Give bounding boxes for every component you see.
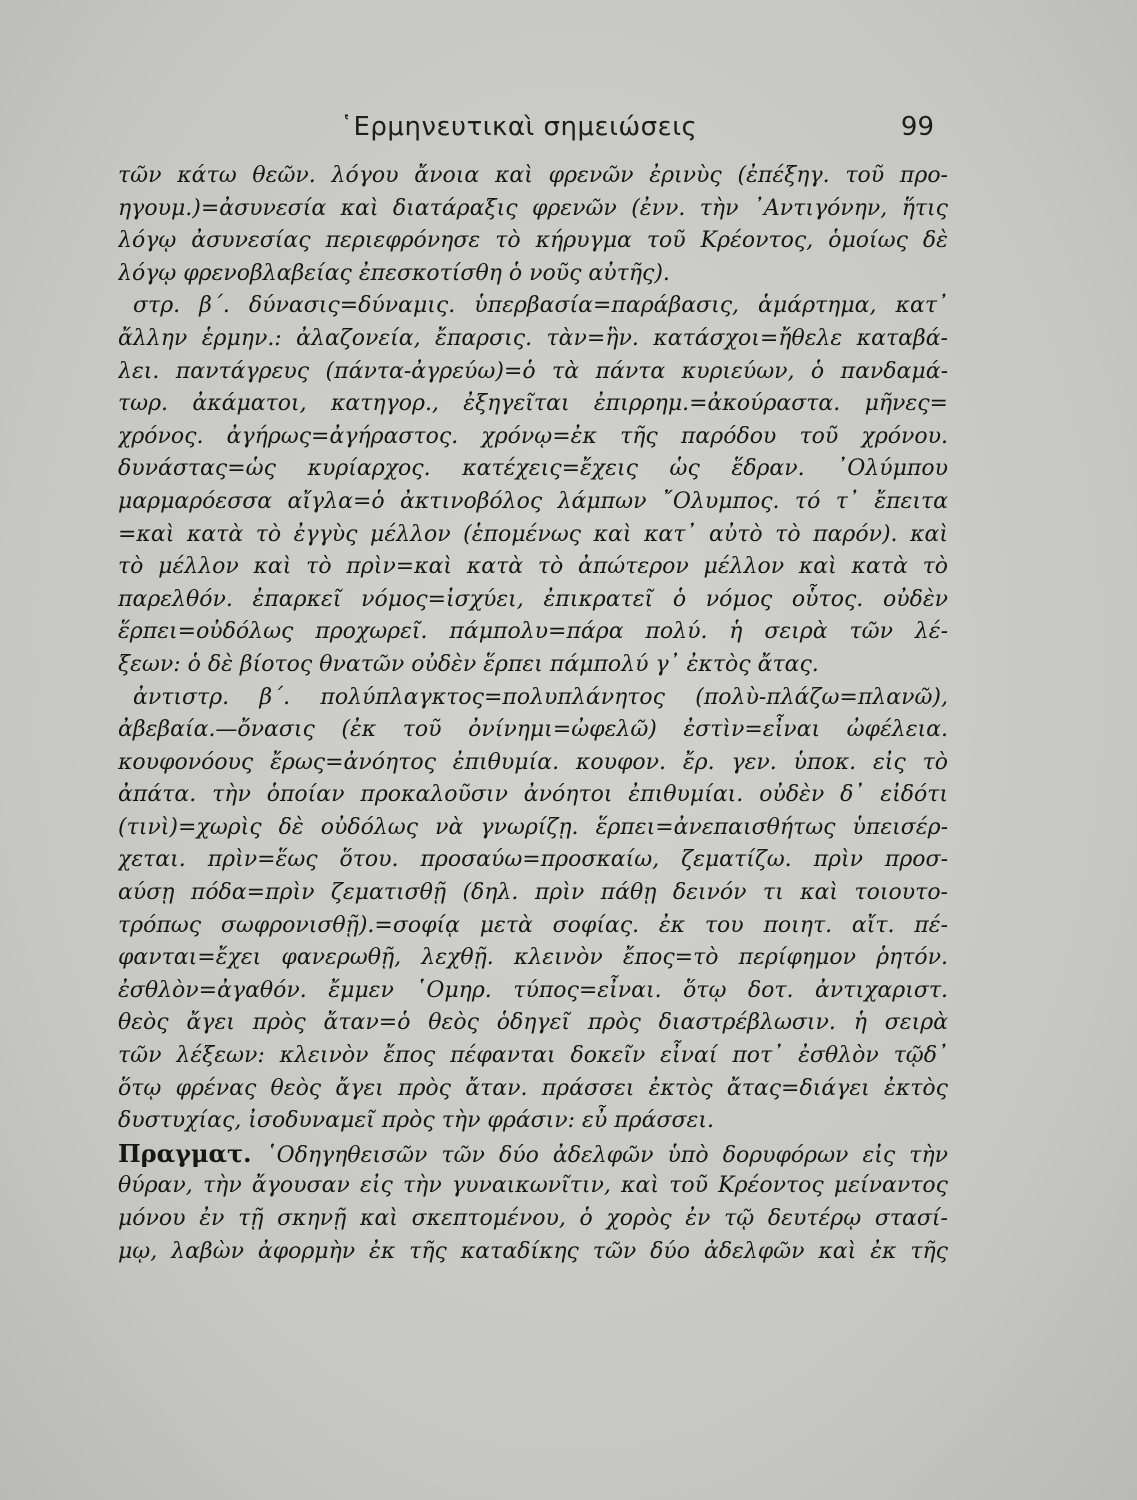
text-line: φανται=ἔχει φανερωθῇ, λεχθῇ. κλεινὸν ἔπος=τὸ περίφημον ῥητόν. [118, 945, 948, 971]
text-line: τωρ. ἀκάματοι, κατηγορ., ἐξηγεῖται ἐπιρρημ.=ἀκούραστα. μῆνες= [118, 391, 948, 417]
text-line: ἄλλην ἑρμην.: ἀλαζονεία, ἔπαρσις. τὰν=ἣν. κατάσχοι=ἤθελε καταβά- [118, 325, 948, 351]
text-line: αύσῃ πόδα=πρὶν ζεματισθῇ (δηλ. πρὶν πάθῃ δεινόν τι καὶ τοιουτο- [118, 880, 948, 906]
text-line: λει. παντάγρευς (πάντα-ἀγρεύω)=ὁ τὰ πάντα κυριεύων, ὁ πανδαμά- [118, 358, 948, 384]
text-line: θεὸς ἄγει πρὸς ἄταν=ὁ θεὸς ὁδηγεῖ πρὸς διαστρέβλωσιν. ἡ σειρὰ [118, 1010, 948, 1036]
text-line: λόγῳ ἀσυνεσίας περιεφρόνησε τὸ κήρυγμα τοῦ Κρέοντος, ὁμοίως δὲ [118, 228, 948, 254]
text-line: (τινὶ)=χωρὶς δὲ οὐδόλως νὰ γνωρίζῃ. ἕρπει=ἀνεπαισθήτως ὑπεισέρ- [118, 814, 948, 840]
text-line: =καὶ κατὰ τὸ ἐγγὺς μέλλον (ἑπομένως καὶ κατ᾿ αὐτὸ τὸ παρόν). καὶ [118, 521, 948, 547]
text-line: ῾Οδηγηθεισῶν τῶν δύο ἀδελφῶν ὑπὸ δορυφόρων εἰς τὴν [265, 1142, 948, 1168]
text-line: μῳ, λαβὼν ἀφορμὴν ἐκ τῆς καταδίκης τῶν δύο ἀδελφῶν καὶ ἐκ τῆς [118, 1238, 948, 1264]
text-line: μαρμαρόεσσα αἴγλα=ὁ ἀκτινοβόλος λάμπων ῎Ολυμπος. τό τ᾿ ἔπειτα [118, 488, 948, 514]
text-line: χρόνος. ἀγήρως=ἀγήραστος. χρόνῳ=ἐκ τῆς παρόδου τοῦ χρόνου. [118, 423, 948, 449]
section-first-line [118, 1138, 948, 1171]
text-line: ὅτῳ φρένας θεὸς ἄγει πρὸς ἄταν. πράσσει ἐκτὸς ἄτας=διάγει ἐκτὸς [118, 1075, 948, 1101]
text-line: τῶν λέξεων: κλεινὸν ἔπος πέφανται δοκεῖν εἶναί ποτ᾿ ἐσθλὸν τῷδ᾿ [118, 1043, 948, 1069]
text-line: στρ. β΄. δύνασις=δύναμις. ὑπερβασία=παράβασις, ἁμάρτημα, κατ᾿ [133, 293, 948, 319]
text-line: μόνου ἐν τῇ σκηνῇ καὶ σκεπτομένου, ὁ χορὸς ἐν τῷ δευτέρῳ στασί- [118, 1206, 948, 1231]
text-line: ἐσθλὸν=ἀγαθόν. ἔμμεν ῾Ομηρ. τύπος=εἶναι. ὅτῳ δοτ. ἀντιχαριστ. [118, 977, 948, 1003]
text-line: παρελθόν. ἐπαρκεῖ νόμος=ἰσχύει, ἐπικρατεῖ ὁ νόμος οὗτος. οὐδὲν [118, 586, 948, 612]
text-line: τὸ μέλλον καὶ τὸ πρὶν=καὶ κατὰ τὸ ἀπώτερον μέλλον καὶ κατὰ τὸ [118, 554, 948, 580]
text-line: ἀπάτα. τὴν ὁποίαν προκαλοῦσιν ἀνόητοι ἐπιθυμίαι. οὐδὲν δ᾿ εἰδότι [118, 782, 948, 808]
text-line: χεται. πρὶν=ἕως ὅτου. προσαύω=προσκαίω, ζεματίζω. πρὶν προσ- [118, 847, 948, 873]
text-line: ξεων: ὁ δὲ βίοτος θνατῶν οὐδὲν ἕρπει πάμπολύ γ᾿ ἐκτὸς ἄτας. [118, 651, 819, 677]
text-line: δυστυχίας, ἰσοδυναμεῖ πρὸς τὴν φράσιν: εὖ πράσσει. [118, 1108, 714, 1134]
text-line: ἀβεβαία.—ὄνασις (ἐκ τοῦ ὀνίνημι=ὠφελῶ) ἐστὶν=εἶναι ὠφέλεια. [118, 717, 948, 743]
commentary-text [118, 160, 948, 1268]
running-title: ῾Ερμηνευτικαὶ σημειώσεις [340, 112, 698, 142]
section-head-word: Πραγματ. [118, 1138, 252, 1168]
text-line: δυνάστας=ὡς κυρίαρχος. κατέχεις=ἔχεις ὡς ἕδραν. ᾿Ολύμπου [118, 456, 948, 482]
text-line: τῶν κάτω θεῶν. λόγου ἄνοια καὶ φρενῶν ἐρινὺς (ἐπέξηγ. τοῦ προ- [118, 163, 948, 188]
text-line: λόγῳ φρενοβλαβείας ἐπεσκοτίσθη ὁ νοῦς αὐτῆς). [118, 260, 670, 286]
text-line: ηγουμ.)=ἀσυνεσία καὶ διατάραξις φρενῶν (ἐνν. τὴν ᾿Αντιγόνην, ἥτις [118, 195, 948, 221]
text-line: ἕρπει=οὐδόλως προχωρεῖ. πάμπολυ=πάρα πολύ. ἡ σειρὰ τῶν λέ- [118, 619, 948, 645]
text-line: τρόπως σωφρονισθῇ).=σοφίᾳ μετὰ σοφίας. ἐκ του ποιητ. αἴτ. πέ- [118, 912, 948, 938]
text-line: ἀντιστρ. β΄. πολύπλαγκτος=πολυπλάνητος (πολὺ-πλάζω=πλανῶ), [133, 684, 948, 710]
text-line: θύραν, τὴν ἄγουσαν εἰς τὴν γυναικωνῖτιν, καὶ τοῦ Κρέοντος μείναντος [118, 1173, 948, 1199]
page-number: 99 [900, 112, 934, 142]
text-line: κουφονόους ἔρως=ἀνόητος ἐπιθυμία. κουφον. ἔρ. γεν. ὑποκ. εἰς τὸ [118, 749, 948, 775]
